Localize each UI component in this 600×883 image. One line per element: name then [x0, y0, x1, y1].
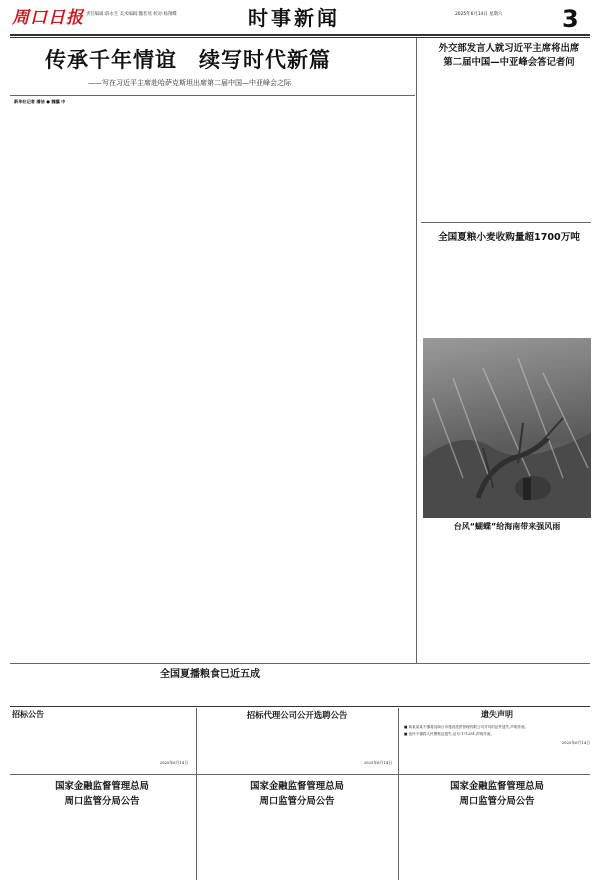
tender-notice-body	[12, 724, 188, 760]
lead-body-col-1	[12, 106, 107, 660]
right-story-body-col-2	[509, 75, 590, 217]
right-story-headline-1: 外交部发言人就习近平主席将出席	[438, 43, 580, 54]
right-bottom-text	[423, 580, 591, 660]
agency-notice-date: 2025年6月14日	[363, 760, 392, 766]
lead-byline: 新华社记者 潘洁 ● 魏骥 中	[14, 99, 66, 104]
nfra-notice-3-body	[404, 812, 590, 882]
issue-date: 2025年6月14日 星期六	[455, 12, 503, 17]
typhoon-photo-caption: 台风“蝴蝶”给海南带来强风雨	[453, 522, 561, 531]
typhoon-photo-drawing	[423, 338, 591, 518]
nfra-notice-2	[202, 777, 392, 881]
right-story-headline-2: 第二届中国—中亚峰会答记者问	[443, 57, 575, 68]
wheat-headline: 全国夏粮小麦收购量超1700万吨	[438, 232, 580, 243]
nfra-notice-1-title-1: 国家金融监督管理总局	[55, 781, 149, 792]
newspaper-logo: 周口日报	[12, 8, 84, 28]
lost-notice-item-1: ■ 黄某某某不慎将其商丘市建设投资管理有限公司开具的证件遗失,声明作废。	[404, 724, 529, 729]
lead-body-col-3	[212, 100, 307, 660]
grain-body-col-2	[112, 684, 207, 704]
lead-body-col-4	[312, 100, 412, 660]
tender-notice	[12, 708, 188, 772]
section-title: 时事新闻	[248, 6, 340, 30]
nfra-notice-2-title-1: 国家金融监督管理总局	[250, 781, 344, 792]
editors-line: 责任编辑:薛永生 美术编辑:魏茗瑶 校对:杨翔蝶	[86, 12, 177, 17]
nfra-notice-1-body	[12, 812, 192, 882]
lead-body-col-2	[112, 100, 207, 660]
agency-notice-body	[202, 724, 392, 760]
grain-top-rule	[10, 663, 590, 664]
masthead	[0, 0, 600, 36]
lost-notice-title: 遗失声明	[481, 710, 513, 719]
masthead-rule-thick	[10, 34, 590, 36]
nfra-notice-2-body	[202, 812, 392, 882]
agency-notice-title: 招标代理公司公开选聘公告	[246, 710, 348, 720]
grain-body-col-1	[12, 684, 107, 704]
tender-notice-title: 招标公告	[12, 710, 44, 719]
masthead-rule-thin	[10, 37, 590, 38]
page-number: 3	[562, 5, 579, 33]
typhoon-photo-description	[423, 536, 591, 573]
nfra-notice-3-title-2: 周口监管分局公告	[459, 795, 535, 807]
notices-top-rule	[10, 706, 590, 707]
grain-body-col-3	[212, 684, 307, 704]
lost-notice-date: 2025年6月14日	[561, 739, 590, 745]
nfra-notice-3	[404, 777, 590, 881]
wheat-body-col-2	[509, 252, 590, 334]
nfra-notice-2-title-2: 周口监管分局公告	[259, 795, 335, 807]
agency-notice	[202, 708, 392, 772]
nfra-notice-1-title-2: 周口监管分局公告	[64, 795, 140, 807]
notice-divider-2	[398, 708, 399, 880]
lead-subhead: ——写在习近平主席赴哈萨克斯坦出席第二届中国—中亚峰会之际	[88, 79, 291, 87]
lead-headline: 传承千年情谊 续写时代新篇	[45, 48, 331, 72]
nfra-notice-3-title-1: 国家金融监督管理总局	[450, 781, 544, 792]
column-divider-right	[416, 38, 417, 663]
typhoon-photo	[423, 338, 591, 518]
right-story-rule	[421, 222, 591, 223]
grain-headline: 全国夏播粮食已近五成	[160, 669, 260, 680]
nfra-notice-1	[12, 777, 192, 881]
notice-divider-1	[196, 708, 197, 880]
notices-mid-rule	[10, 774, 590, 775]
tender-notice-date: 2025年6月14日	[159, 759, 188, 765]
lost-notice-item-2: ■ 伍怀不慎将人民警察证遗失,证号:171281,声明作废。	[404, 731, 495, 736]
lost-notice	[404, 708, 590, 772]
grain-body-col-4	[312, 684, 412, 704]
wheat-body-col-1	[423, 252, 504, 334]
lead-subhead-rule	[10, 95, 415, 96]
right-story-body-col-1	[423, 75, 504, 217]
